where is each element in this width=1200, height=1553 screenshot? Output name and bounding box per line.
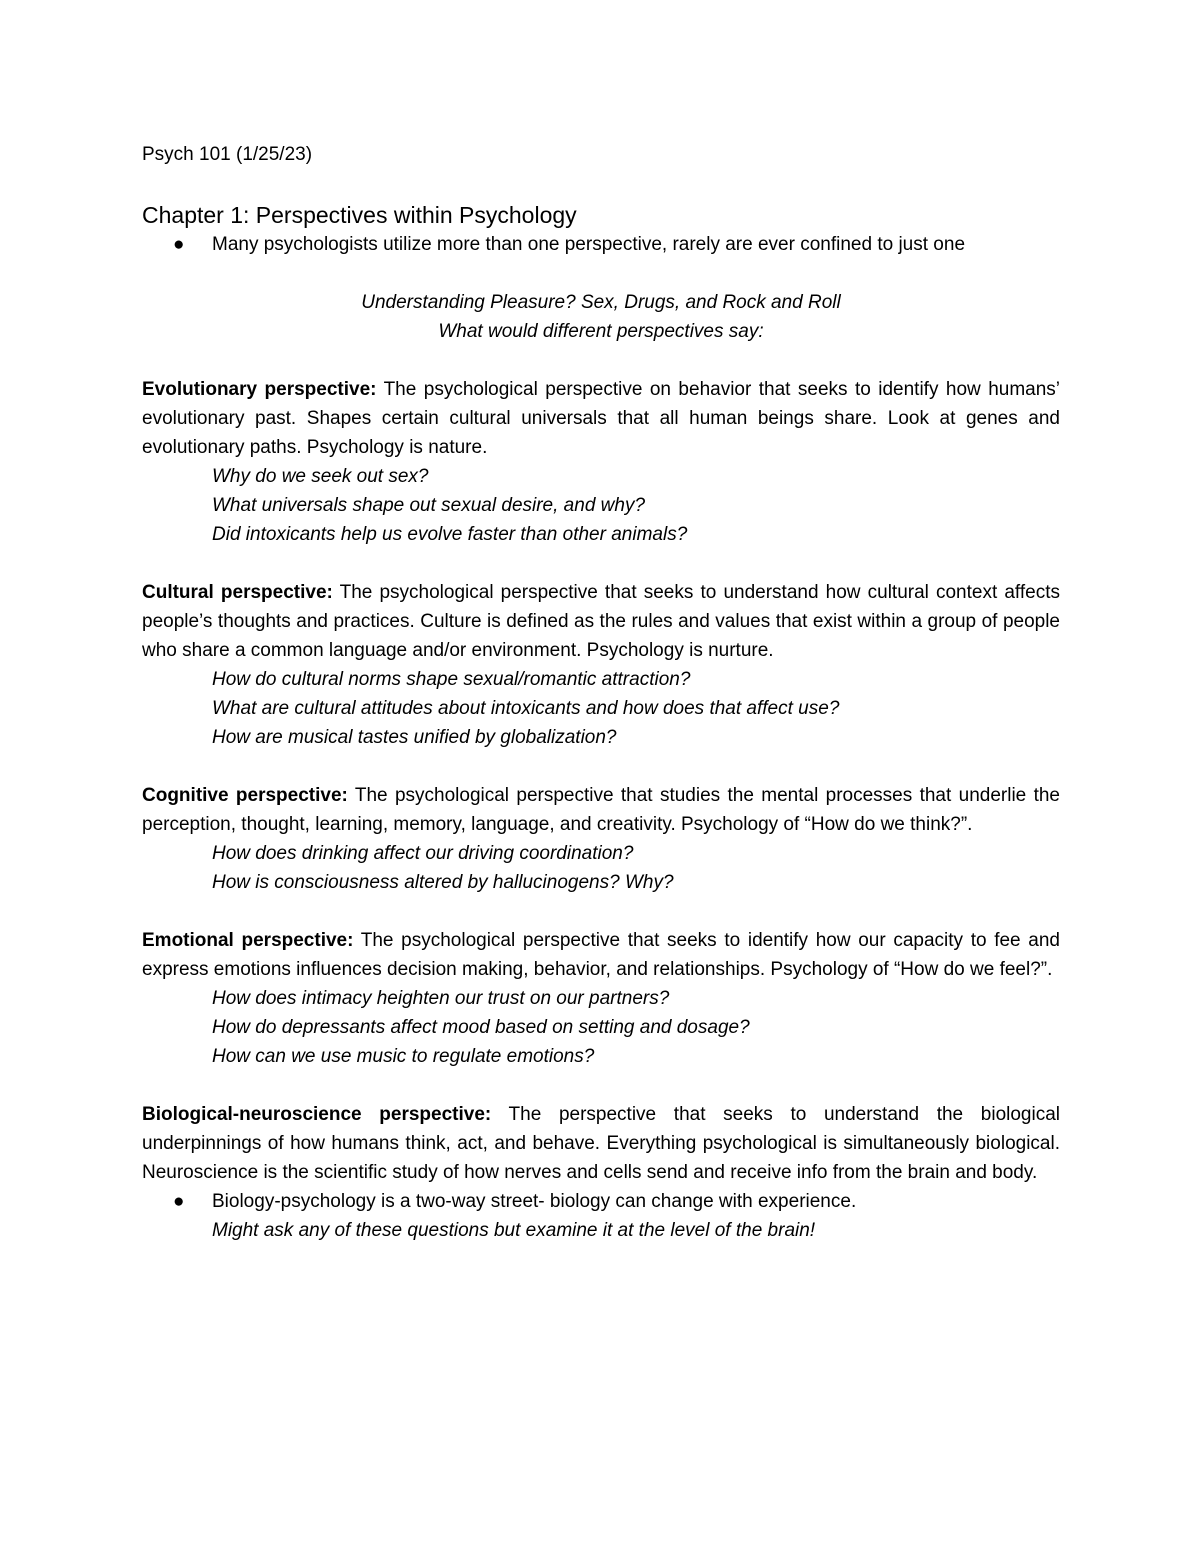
question-emotional-2: How do depressants affect mood based on setting and dosage?	[212, 1017, 750, 1038]
chapter-title: Chapter 1: Perspectives within Psychology	[142, 202, 577, 228]
term-biological: Biological-neuroscience perspective:	[142, 1104, 492, 1125]
definition-text-emotional: The psychological perspective that seeks to identify how our capacity to fee and express emotions influences decision making, behavior, and relationships. Psychology of “How do we feel?”.	[142, 930, 1060, 980]
definition-text-biological: The perspective that seeks to understand the biological underpinnings of how humans think, act, and behave. Everything psychological is simultaneously biological. Neuroscience is the scientific study of how nerves and cells send and receive info from the brain and body.	[142, 1104, 1060, 1183]
definition-emotional	[142, 926, 1060, 984]
section-evolutionary	[142, 375, 1060, 549]
biological-note: Might ask any of these questions but examine it at the level of the brain!	[212, 1220, 816, 1241]
bullet-icon: ●	[173, 234, 185, 255]
section-biological	[142, 1100, 1060, 1245]
question-cognitive-2: How is consciousness altered by hallucinogens? Why?	[212, 872, 674, 893]
question-cultural-2: What are cultural attitudes about intoxicants and how does that affect use?	[212, 698, 840, 719]
document-page	[142, 140, 1060, 1245]
question-evolutionary-2: What universals shape out sexual desire, and why?	[212, 495, 646, 516]
course-header: Psych 101 (1/25/23)	[142, 144, 313, 165]
intro-line-1: Understanding Pleasure? Sex, Drugs, and Rock and Roll	[361, 292, 841, 313]
term-cultural: Cultural perspective:	[142, 582, 333, 603]
question-cultural-1: How do cultural norms shape sexual/romantic attraction?	[212, 669, 691, 690]
definition-text-evolutionary: The psychological perspective on behavior that seeks to identify how humans’ evolutionary past. Shapes certain cultural universals that all human beings share. Look at genes and evolutionary paths. Psychology is nature.	[142, 379, 1061, 458]
question-emotional-3: How can we use music to regulate emotions?	[212, 1046, 595, 1067]
term-evolutionary: Evolutionary perspective:	[142, 379, 377, 400]
definition-cognitive	[142, 781, 1060, 839]
chapter-bullet-text: Many psychologists utilize more than one perspective, rarely are ever confined to just one	[212, 234, 966, 255]
bullet-icon: ●	[173, 1191, 185, 1212]
biological-bullet-text: Biology-psychology is a two-way street- biology can change with experience.	[212, 1191, 857, 1212]
definition-cultural	[142, 578, 1060, 665]
intro-line-2: What would different perspectives say:	[438, 321, 764, 342]
question-cultural-3: How are musical tastes unified by globalization?	[212, 727, 617, 748]
definition-text-cognitive: The psychological perspective that studies the mental processes that underlie the perception, thought, learning, memory, language, and creativity. Psychology of “How do we think?”.	[142, 785, 1061, 835]
question-evolutionary-1: Why do we seek out sex?	[212, 466, 429, 487]
biological-bullet	[142, 1187, 1060, 1245]
question-emotional-1: How does intimacy heighten our trust on our partners?	[212, 988, 670, 1009]
chapter-bullet	[142, 230, 1060, 259]
intro-block	[142, 288, 1060, 346]
term-cognitive: Cognitive perspective:	[142, 785, 348, 806]
question-evolutionary-3: Did intoxicants help us evolve faster than other animals?	[212, 524, 688, 545]
definition-biological	[142, 1100, 1060, 1187]
section-cultural	[142, 578, 1060, 752]
definition-evolutionary	[142, 375, 1060, 462]
definition-text-cultural: The psychological perspective that seeks to understand how cultural context affects people’s thoughts and practices. Culture is defined as the rules and values that exist within a group of people who share a common language and/or environment. Psychology is nurture.	[142, 582, 1060, 661]
question-cognitive-1: How does drinking affect our driving coordination?	[212, 843, 634, 864]
section-emotional	[142, 926, 1060, 1071]
term-emotional: Emotional perspective:	[142, 930, 354, 951]
section-cognitive	[142, 781, 1060, 897]
